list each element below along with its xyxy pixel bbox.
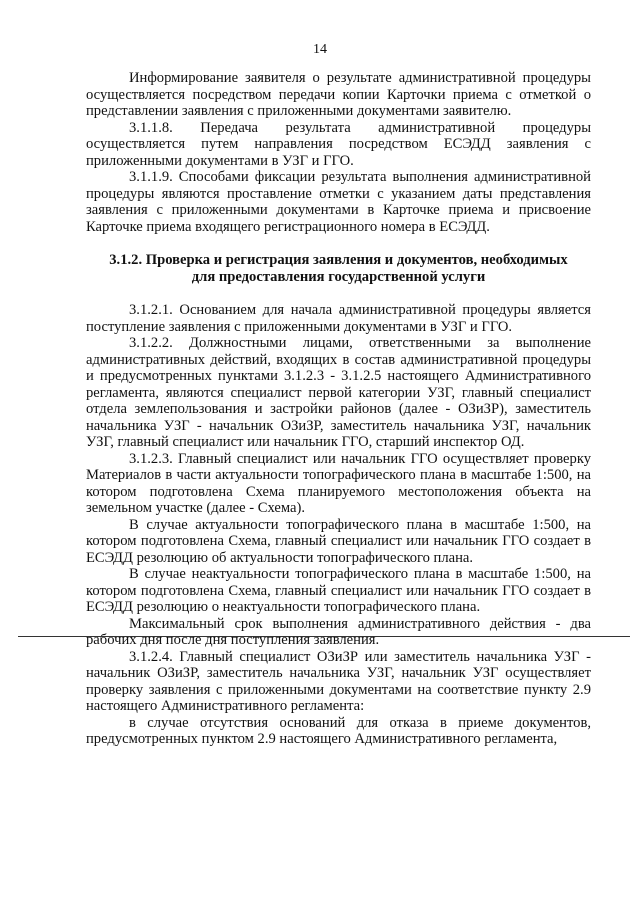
spacer: [86, 235, 591, 252]
section-heading-line-1: 3.1.2. Проверка и регистрация заявления и документов, необходимых: [109, 252, 568, 268]
paragraph-3-1-1-8: 3.1.1.8. Передача результата административной процедуры осуществляется путем направления посредством ЕСЭДД заявления с приложенными документами в УЗГ и ГГО.: [86, 119, 591, 169]
paragraph-informing: Информирование заявителя о результате административной процедуры осуществляется посредством передачи копии Карточки приема с отметкой о представлении заявления с приложенными документами заявителю.: [86, 70, 591, 119]
paragraph-3-1-2-3: 3.1.2.3. Главный специалист или начальник ГГО осуществляет проверку Материалов в части актуальности топографического плана в масштабе 1:500, на котором подготовлена Схема планируемого местоположения объекта на земельном участке (далее - Схема).: [86, 450, 591, 516]
paragraph-topo-not-actual: В случае неактуальности топографического плана в масштабе 1:500, на котором подготовлена Схема, главный специалист или начальник ГГО создает в ЕСЭДД резолюцию о неактуальности топографического плана.: [86, 566, 591, 615]
paragraph-topo-actual: В случае актуальности топографического плана в масштабе 1:500, на котором подготовлена Схема, главный специалист или начальник ГГО создает в ЕСЭДД резолюцию об актуальности топографического плана.: [86, 516, 591, 566]
paragraph-3-1-2-4: 3.1.2.4. Главный специалист ОЗиЗР или заместитель начальника УЗГ - начальник ОЗиЗР, заместитель начальника УЗГ, начальник УЗГ осуществляет проверку заявления с приложенными документами на соответствие пункту 2.9 настоящего Административного регламента:: [86, 648, 591, 714]
page-number: 14: [313, 42, 327, 57]
paragraph-3-1-2-1: 3.1.2.1. Основанием для начала административной процедуры является поступление заявления с приложенными документами в УЗГ и ГГО.: [86, 302, 591, 335]
paragraph-3-1-2-2: 3.1.2.2. Должностными лицами, ответственными за выполнение административных действий, входящих в состав административной процедуры и предусмотренных пунктами 3.1.2.3 - 3.1.2.5 настоящего Административного регламента, являются специалист первой категории УЗГ, главный специалист отдела землепользования и застройки районов (далее - ОЗиЗР), заместитель начальника УЗГ - начальник ОЗиЗР, заместитель начальника УЗГ, начальник УЗГ, главный специалист или начальник ГГО, старший инспектор ОД.: [86, 335, 591, 450]
horizontal-rule: [18, 636, 630, 637]
document-body: [86, 70, 591, 748]
section-heading-line-2: для предоставления государственной услуги: [191, 268, 486, 285]
spacer: [86, 285, 591, 302]
paragraph-no-grounds: в случае отсутствия оснований для отказа в приеме документов, предусмотренных пунктом 2.9 настоящего Административного регламента,: [86, 714, 591, 747]
paragraph-max-term: Максимальный срок выполнения административного действия - два рабочих дня после дня поступления заявления.: [86, 615, 591, 648]
paragraph-3-1-1-9: 3.1.1.9. Способами фиксации результата выполнения административной процедуры являются проставление отметки с указанием даты представления заявления с приложенными документами в Карточке приема и присвоение Карточке приема входящего регистрационного номера в ЕСЭДД.: [86, 169, 591, 235]
